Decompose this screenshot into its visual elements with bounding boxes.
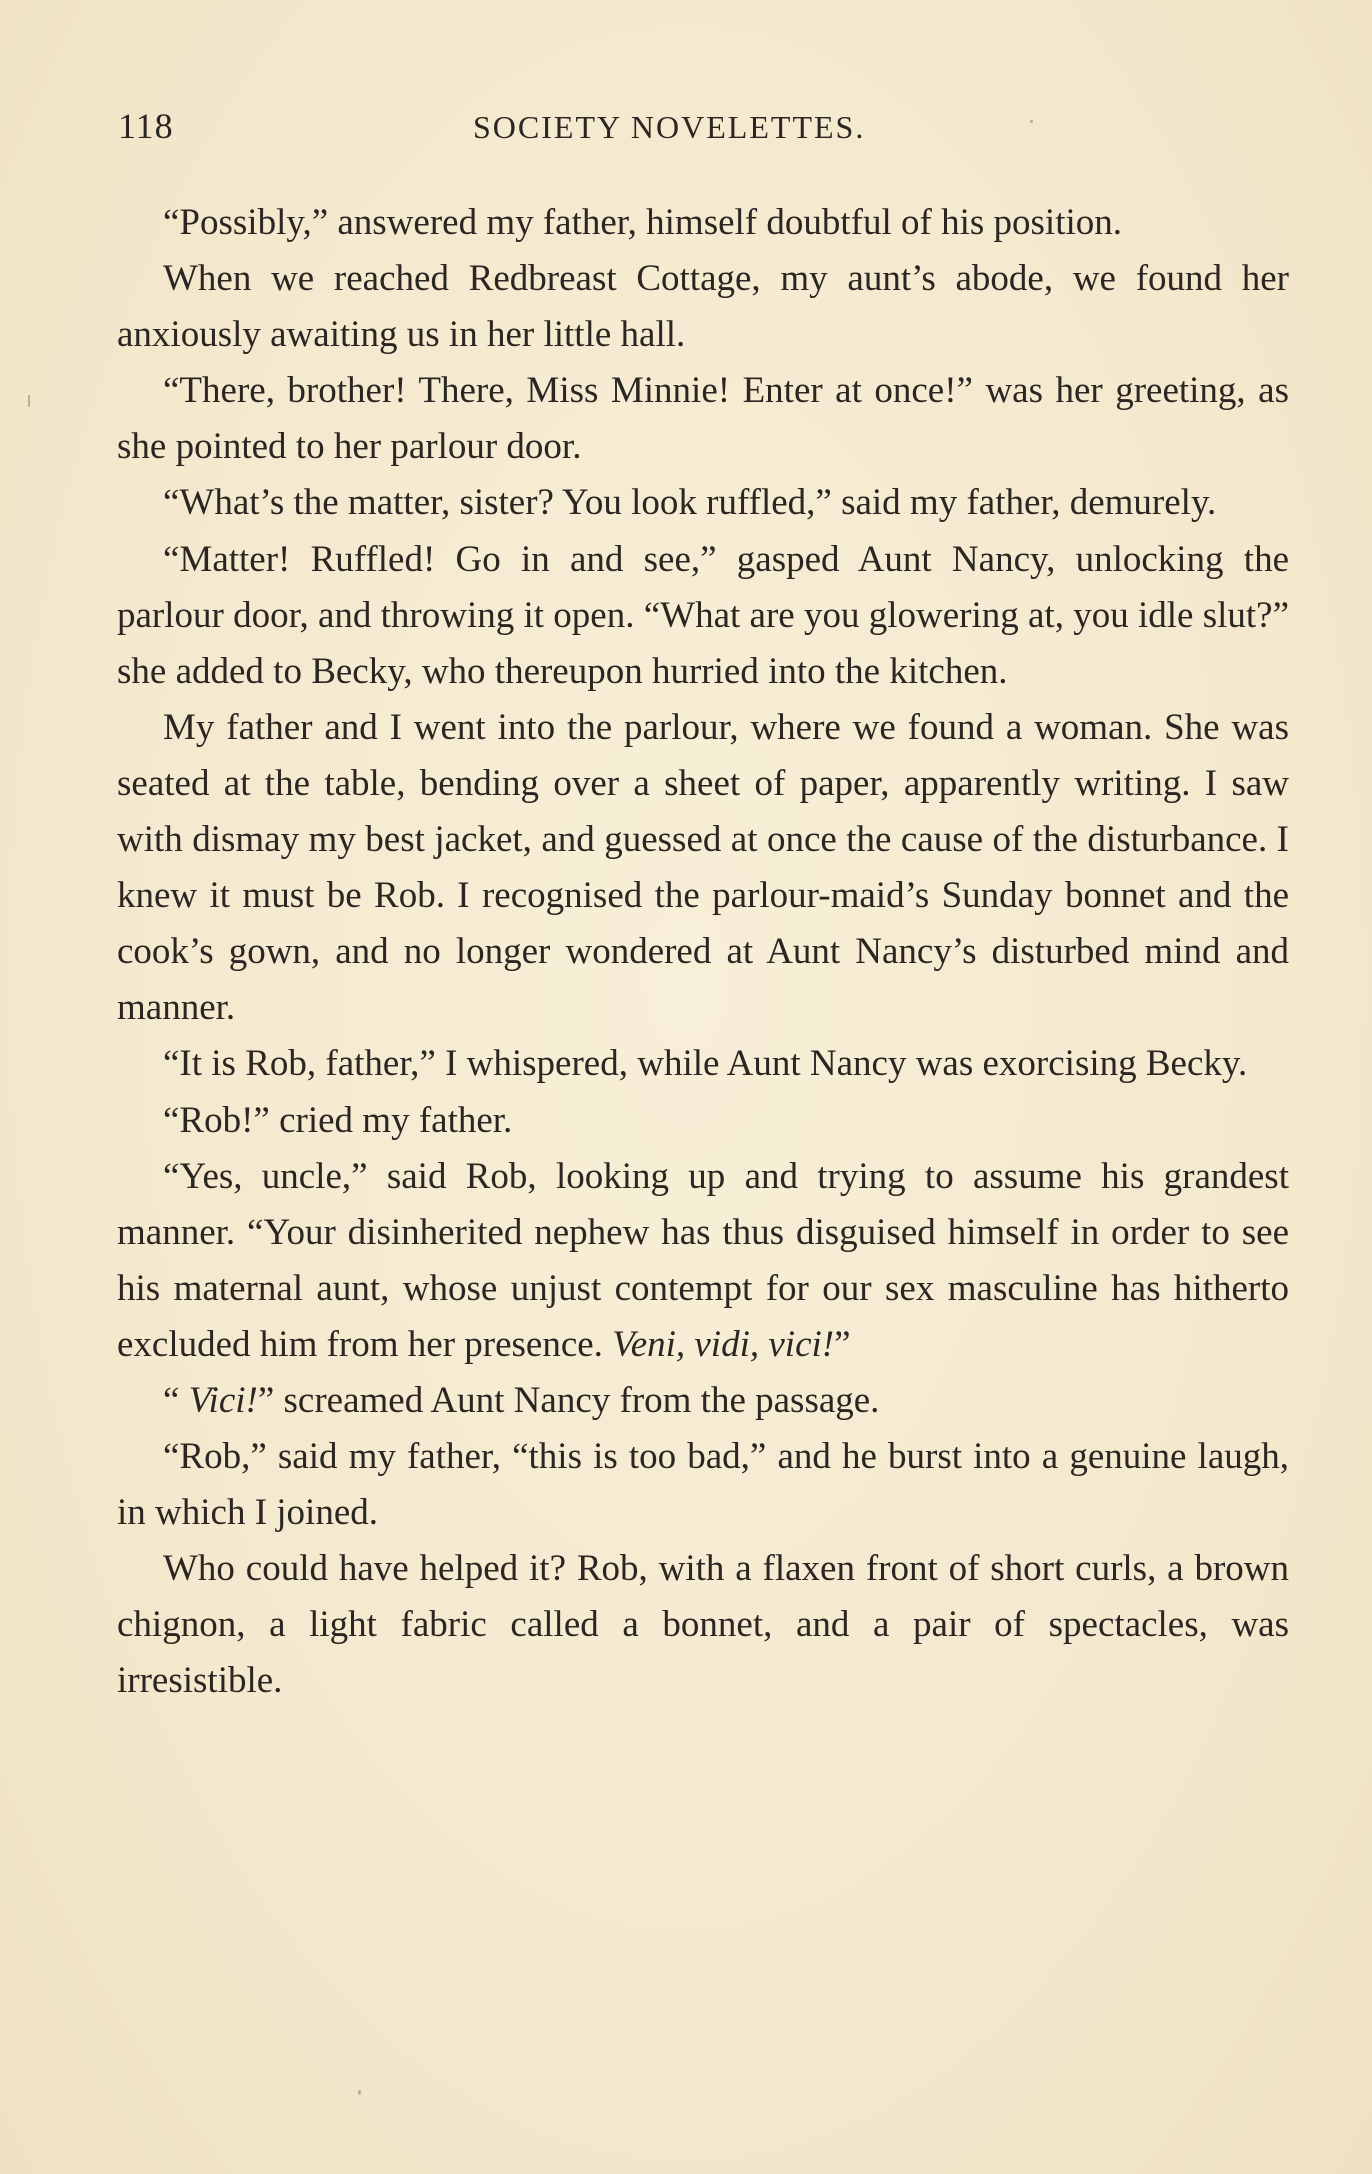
paragraph [117,1373,1289,1429]
paragraph: “Rob,” said my father, “this is too bad,” and he burst into a genuine laugh, in which I joined. [117,1436,1289,1534]
closing-quote: ” [834,1323,851,1365]
paragraph: “What’s the matter, sister? You look ruffled,” said my father, demurely. [163,482,1217,524]
paragraph-text: ” screamed Aunt Nancy from the passage. [257,1379,880,1421]
paper-speck [28,395,30,407]
page-number: 118 [118,106,174,146]
paper-speck [1030,120,1033,123]
opening-quote: “ [163,1379,180,1421]
italic-phrase: Vici! [188,1379,258,1421]
paragraph: When we reached Redbreast Cottage, my aunt’s abode, we found her anxiously awaiting us in her little hall. [117,258,1289,356]
paragraph-text: “Yes, uncle,” said Rob, looking up and trying to assume his grandest manner. “Your disinherited nephew has thus disguised himself in order to see his maternal aunt, whose unjust contempt for our sex masculine has hitherto excluded him from her presence. [117,1155,1289,1365]
italic-phrase: Veni, vidi, vici! [612,1323,835,1365]
paragraph: Who could have helped it? Rob, with a flaxen front of short curls, a brown chignon, a light fabric called a bonnet, and a pair of spectacles, was irresistible. [117,1548,1289,1702]
paragraph: “It is Rob, father,” I whispered, while Aunt Nancy was exorcising Becky. [163,1043,1248,1085]
paragraph: “Possibly,” answered my father, himself doubtful of his position. [163,202,1123,243]
body-text [117,195,1289,1710]
running-head: SOCIETY NOVELETTES. [473,109,866,145]
paragraph: “Rob!” cried my father. [163,1099,513,1141]
paragraph [117,1149,1289,1373]
paragraph: “There, brother! There, Miss Minnie! Enter at once!” was her greeting, as she pointed to her parlour door. [117,370,1289,468]
paper-speck [358,2090,361,2095]
paragraph: My father and I went into the parlour, where we found a woman. She was seated at the table, bending over a sheet of paper, apparently writing. I saw with dismay my best jacket, and guessed at once the cause of the disturbance. I knew it must be Rob. I recognised the parlour-maid’s Sunday bonnet and the cook’s gown, and no longer wondered at Aunt Nancy’s disturbed mind and manner. [117,706,1289,1029]
page-header [118,105,1298,155]
paragraph: “Matter! Ruffled! Go in and see,” gasped Aunt Nancy, unlocking the parlour door, and throwing it open. “What are you glowering at, you idle slut?” she added to Becky, who thereupon hurried into the kitchen. [117,538,1289,692]
